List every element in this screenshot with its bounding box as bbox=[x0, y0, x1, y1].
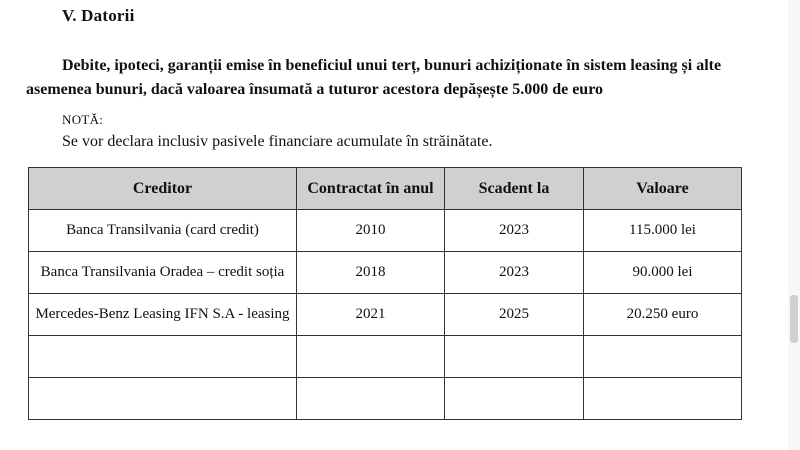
header-creditor: Creditor bbox=[29, 168, 297, 210]
cell-contracted-year bbox=[297, 336, 445, 378]
cell-creditor: Banca Transilvania (card credit) bbox=[29, 210, 297, 252]
cell-value: 20.250 euro bbox=[584, 294, 742, 336]
vertical-scrollbar[interactable] bbox=[788, 0, 800, 450]
cell-contracted-year: 2018 bbox=[297, 252, 445, 294]
table-row bbox=[29, 378, 742, 420]
header-value: Valoare bbox=[584, 168, 742, 210]
cell-contracted-year bbox=[297, 378, 445, 420]
intro-line-1: Debite, ipoteci, garanții emise în beneficiul unui terț, bunuri achiziționate în sistem leasing și alte bbox=[62, 57, 722, 74]
cell-value bbox=[584, 378, 742, 420]
header-due: Scadent la bbox=[445, 168, 584, 210]
cell-creditor bbox=[29, 336, 297, 378]
table-header-row bbox=[29, 168, 742, 210]
cell-creditor bbox=[29, 378, 297, 420]
intro-paragraph bbox=[26, 54, 786, 102]
cell-creditor: Banca Transilvania Oradea – credit soția bbox=[29, 252, 297, 294]
cell-value: 115.000 lei bbox=[584, 210, 742, 252]
table-row bbox=[29, 252, 742, 294]
table-row bbox=[29, 210, 742, 252]
scrollbar-thumb[interactable] bbox=[790, 295, 798, 343]
cell-due: 2025 bbox=[445, 294, 584, 336]
note-label: NOTĂ: bbox=[62, 112, 104, 127]
section-title: V. Datorii bbox=[62, 6, 135, 25]
cell-due bbox=[445, 378, 584, 420]
header-contracted-year: Contractat în anul bbox=[297, 168, 445, 210]
cell-value: 90.000 lei bbox=[584, 252, 742, 294]
intro-line-2: asemenea bunuri, dacă valoarea însumată a tuturor acestora depășește 5.000 de euro bbox=[26, 81, 604, 98]
table-row bbox=[29, 336, 742, 378]
debts-table bbox=[28, 167, 742, 420]
cell-due: 2023 bbox=[445, 210, 584, 252]
cell-due: 2023 bbox=[445, 252, 584, 294]
note-text: Se vor declara inclusiv pasivele financiare acumulate în străinătate. bbox=[62, 133, 493, 150]
cell-value bbox=[584, 336, 742, 378]
cell-due bbox=[445, 336, 584, 378]
table-row bbox=[29, 294, 742, 336]
cell-contracted-year: 2010 bbox=[297, 210, 445, 252]
cell-creditor: Mercedes-Benz Leasing IFN S.A - leasing bbox=[29, 294, 297, 336]
cell-contracted-year: 2021 bbox=[297, 294, 445, 336]
